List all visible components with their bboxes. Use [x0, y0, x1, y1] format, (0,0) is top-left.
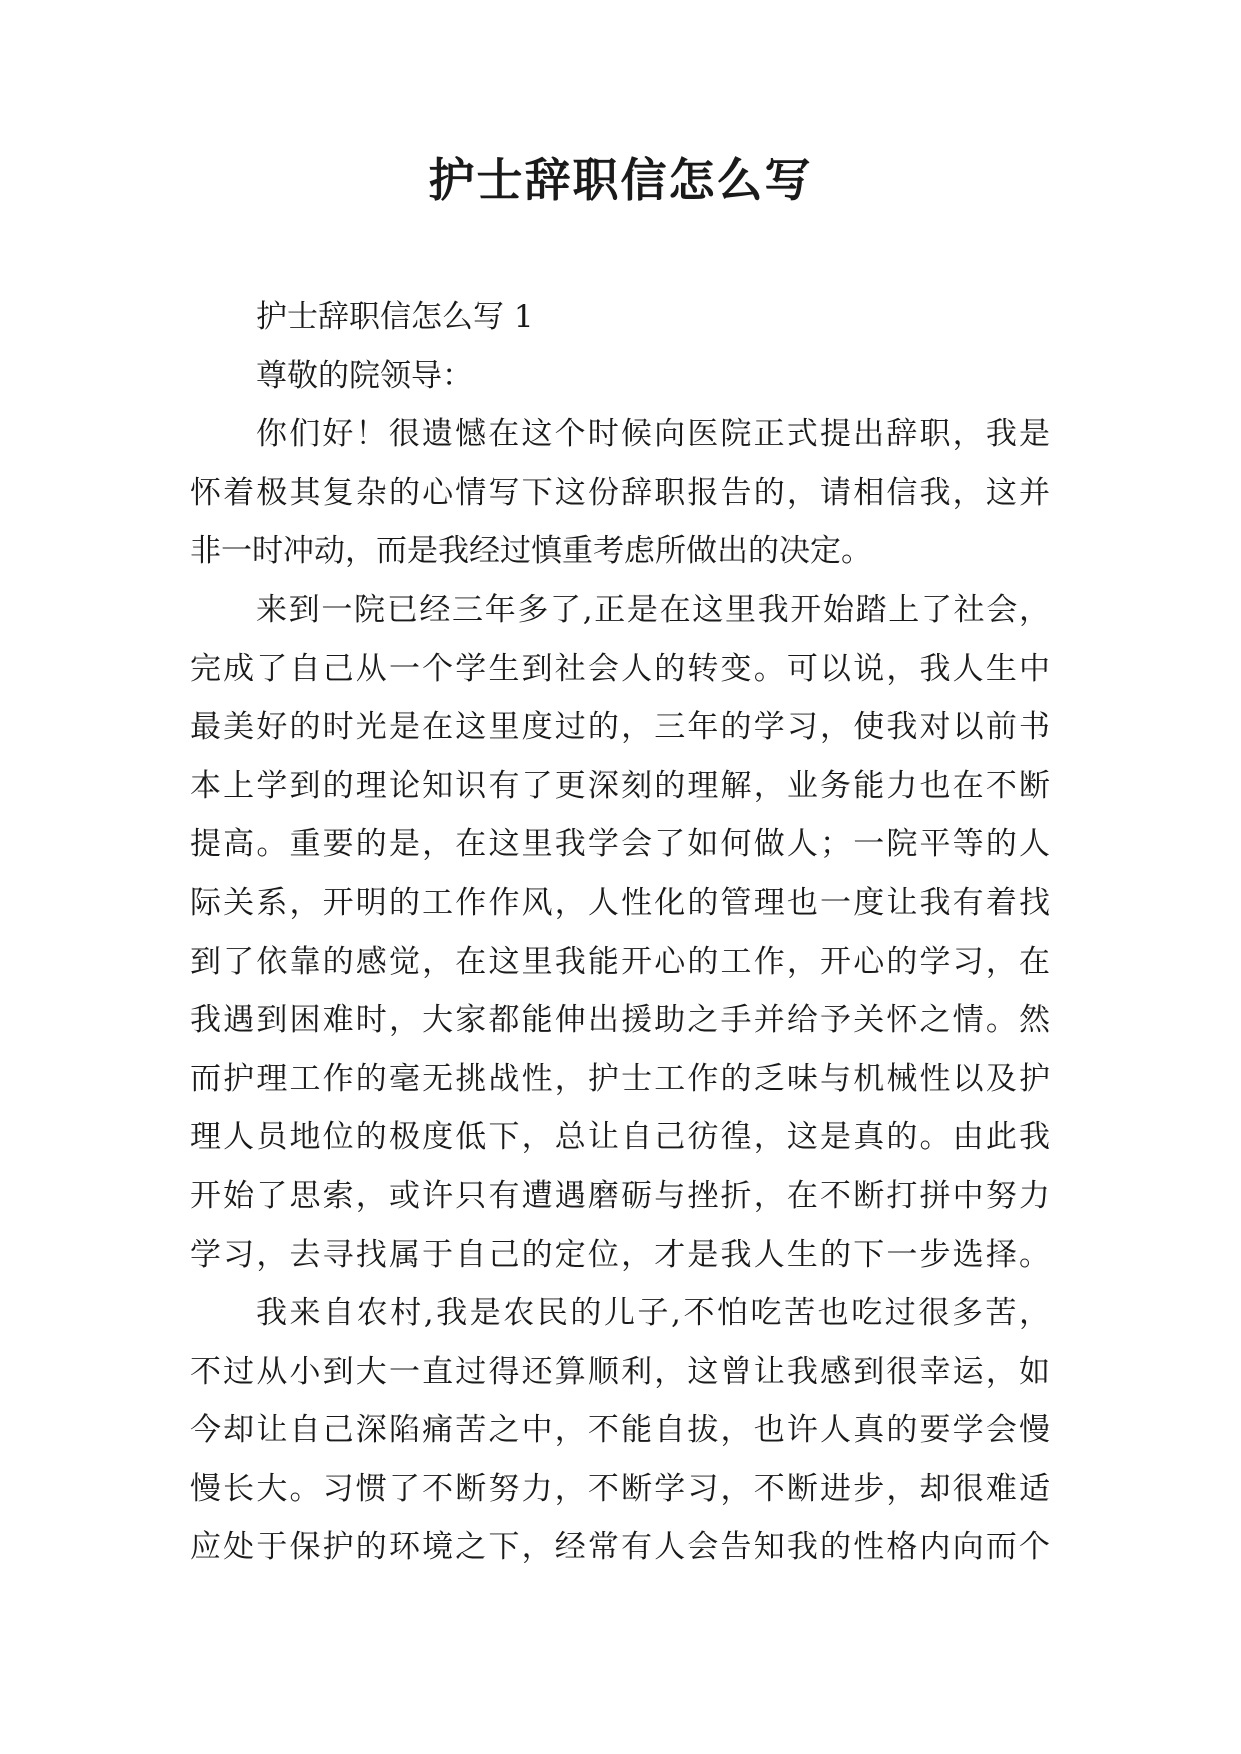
paragraph-line: 你们好！很遗憾在这个时候向医院正式提出辞职，我是	[256, 416, 1050, 453]
paragraph-line: 最美好的时光是在这里度过的，三年的学习，使我对以前书	[190, 709, 1050, 746]
paragraph-line: 慢长大。习惯了不断努力，不断学习，不断进步，却很难适	[190, 1470, 1050, 1507]
paragraph-line: 学习，去寻找属于自己的定位，才是我人生的下一步选择。	[190, 1236, 1050, 1273]
paragraph-line: 到了依靠的感觉，在这里我能开心的工作，开心的学习，在	[190, 943, 1050, 980]
paragraph-line: 不过从小到大一直过得还算顺利，这曾让我感到很幸运，如	[190, 1353, 1050, 1390]
paragraph-line: 非一时冲动，而是我经过慎重考虑所做出的决定。	[190, 533, 872, 570]
paragraph-line: 提高。重要的是，在这里我学会了如何做人；一院平等的人	[190, 826, 1050, 863]
paragraph-line: 今却让自己深陷痛苦之中，不能自拔，也许人真的要学会慢	[190, 1412, 1050, 1449]
paragraph-line: 际关系，开明的工作作风，人性化的管理也一度让我有着找	[190, 884, 1050, 921]
paragraph-line: 来到一院已经三年多了,正是在这里我开始踏上了社会，	[256, 591, 1050, 628]
document-title: 护士辞职信怎么写	[428, 153, 813, 207]
paragraph-line: 我来自农村,我是农民的儿子,不怕吃苦也吃过很多苦，	[256, 1295, 1050, 1332]
document-body	[190, 288, 1050, 1577]
paragraph-line: 本上学到的理论知识有了更深刻的理解，业务能力也在不断	[190, 767, 1050, 804]
paragraph-line: 理人员地位的极度低下，总让自己彷徨，这是真的。由此我	[190, 1119, 1050, 1156]
section-heading: 护士辞职信怎么写 1	[256, 299, 534, 335]
paragraph-line: 应处于保护的环境之下，经常有人会告知我的性格内向而个	[190, 1529, 1050, 1566]
paragraph-line: 怀着极其复杂的心情写下这份辞职报告的，请相信我，这并	[190, 474, 1050, 511]
paragraph-line: 我遇到困难时，大家都能伸出援助之手并给予关怀之情。然	[190, 1002, 1050, 1039]
paragraph-line: 而护理工作的毫无挑战性，护士工作的乏味与机械性以及护	[190, 1060, 1050, 1097]
paragraph-line: 完成了自己从一个学生到社会人的转变。可以说，我人生中	[190, 650, 1050, 687]
paragraph-line: 开始了思索，或许只有遭遇磨砺与挫折，在不断打拼中努力	[190, 1177, 1050, 1214]
salutation: 尊敬的院领导：	[256, 357, 473, 394]
